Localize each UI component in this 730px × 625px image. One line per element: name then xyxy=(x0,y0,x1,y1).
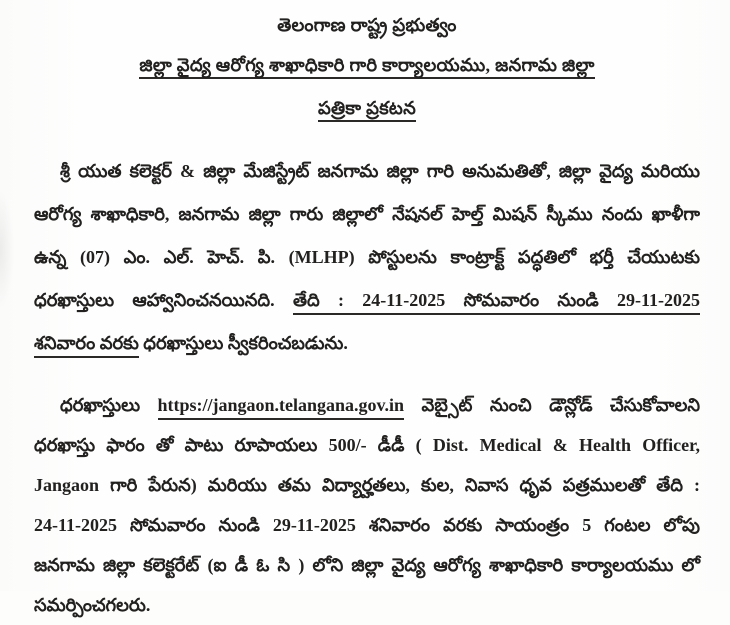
para1-line-4-text: ధరఖాస్తులు ఆహ్వానించనయినది. xyxy=(34,290,293,310)
office-title-text: జిల్లా వైద్య ఆరోగ్య శాఖాధికారి గారి కార్యాలయము, జనగామ జిల్లా xyxy=(139,55,594,79)
para1-line-1 xyxy=(34,150,700,193)
para1-line-3-text: ఉన్న (07) ఎం. ఎల్. హెచ్. పి. (MLHP) పోస్టులను కాంట్రాక్ట్ పద్ధతిలో భర్తీ చేయుటకు xyxy=(34,247,700,267)
para2-line-6-clipped xyxy=(34,585,700,625)
para2-line-3 xyxy=(34,465,700,505)
end-day-underlined: శనివారం వరకు xyxy=(34,333,139,358)
para1-line-3 xyxy=(34,236,700,279)
para1-line-1-text: శ్రీ యుత కలెక్టర్ & జిల్లా మేజిస్ట్రేట్ జనగామ జిల్లా గారి అనుమతితో, జిల్లా వైద్య మరియు xyxy=(60,161,700,181)
para2-line-4 xyxy=(34,505,700,545)
document-subtitle-press-release xyxy=(34,94,700,122)
para2-line-5-text: జనగామ జిల్లా కలెక్టరేట్ (ఐ డీ ఓ సి ) లోని జిల్లా వైద్య ఆరోగ్య శాఖాధికారి కార్యాలయము లో xyxy=(34,555,700,575)
para2-line-2 xyxy=(34,425,700,465)
paragraph-application-instructions xyxy=(34,385,700,625)
para2-line-1-pre: ధరఖాస్తులు xyxy=(60,395,158,415)
document-title-office xyxy=(34,50,700,80)
para1-line-2 xyxy=(34,193,700,236)
para2-line-3-text: Jangaon గారి పేరున) మరియు తమ విద్యార్హతలు, కుల, నివాస ధృవ పత్రములతో తేది : xyxy=(34,475,700,495)
document-title-government: తెలంగాణ రాష్ట్ర ప్రభుత్వం xyxy=(277,15,457,35)
para2-line-1 xyxy=(34,385,700,425)
para1-line-5-text: ధరఖాస్తులు స్వీకరించబడును. xyxy=(143,333,348,353)
paragraph-recruitment-notice xyxy=(34,150,700,365)
para2-line-1-post: వెబ్సైట్ నుంచి డౌన్లోడ్ చేసుకోవాలని xyxy=(421,395,701,415)
para2-line-4-text: 24-11-2025 సోమవారం నుండి 29-11-2025 శనివారం వరకు సాయంత్రం 5 గంటల లోపు xyxy=(34,515,700,535)
para1-line-4 xyxy=(34,279,700,322)
press-release-text: పత్రికా ప్రకటన xyxy=(318,98,416,122)
application-dates-underlined: తేది : 24-11-2025 సోమవారం నుండి 29-11-2025 xyxy=(293,290,700,315)
para2-line-5 xyxy=(34,545,700,585)
para2-line-2-text: ధరఖాస్తు ఫారం తో పాటు రూపాయలు 500/- డీడీ ( Dist. Medical & Health Officer, xyxy=(34,435,700,455)
para1-line-5 xyxy=(34,322,700,365)
para2-line-6-text: సమర్పించగలరు. xyxy=(34,595,151,615)
website-url: https://jangaon.telangana.gov.in xyxy=(158,395,405,420)
para1-line-2-text: ఆరోగ్య శాఖాధికారి, జనగామ జిల్లా గారు జిల్లాలో నేషనల్ హెల్త్ మిషన్ స్కీము నందు ఖాళీగా xyxy=(34,204,700,224)
scan-artifact xyxy=(0,190,14,310)
